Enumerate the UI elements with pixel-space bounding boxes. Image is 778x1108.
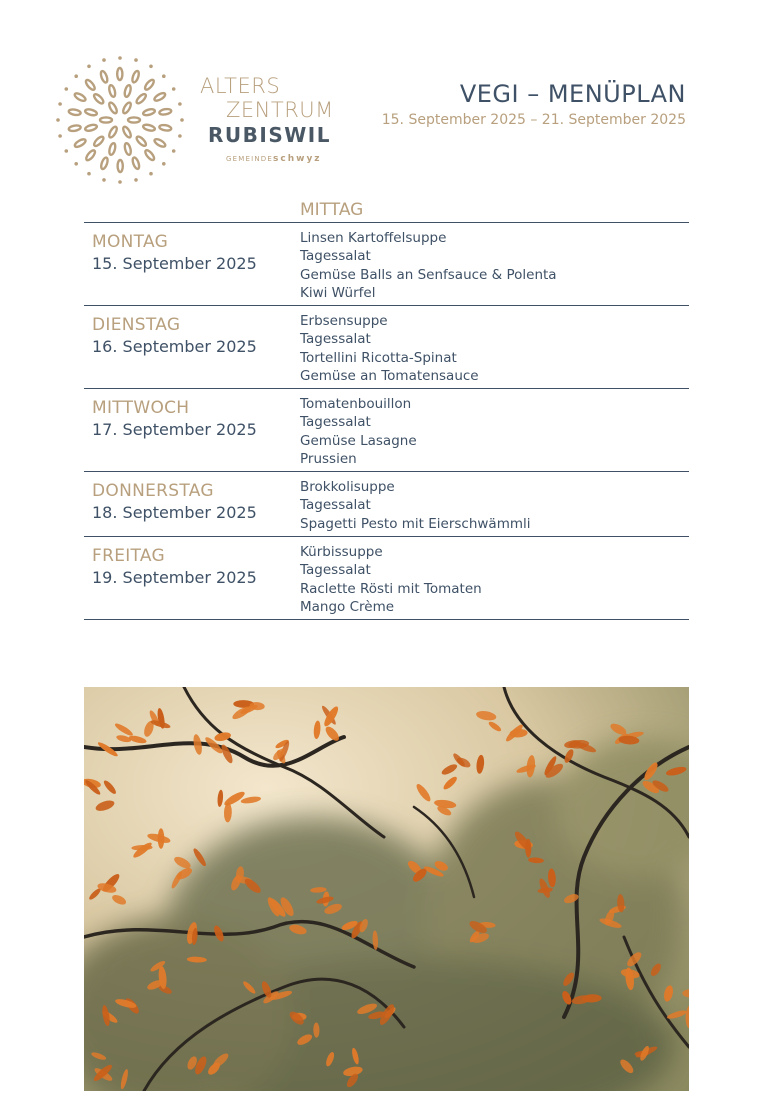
day-name: MONTAG: [92, 232, 169, 252]
day-row-mittwoch: [84, 389, 689, 472]
day-row-donnerstag: [84, 472, 689, 537]
day-name: FREITAG: [92, 546, 166, 566]
dish-list: [300, 227, 689, 301]
dish-item: Prussien: [300, 450, 357, 467]
logo-line-alters: ALTERS: [200, 74, 281, 98]
dish-item: Tomatenbouillon: [300, 396, 412, 412]
dish-item: Kürbissuppe: [300, 544, 383, 560]
dish-item: Kiwi Würfel: [300, 284, 376, 301]
dish-list: [300, 541, 689, 615]
day-date: 18. September 2025: [92, 503, 257, 522]
day-row-freitag: [84, 537, 689, 620]
day-cell: [84, 541, 300, 615]
dish-item: Linsen Kartoffelsuppe: [300, 230, 447, 246]
day-date: 16. September 2025: [92, 337, 257, 356]
day-name: MITTWOCH: [92, 398, 190, 418]
logo-schwyz: schwyz: [273, 154, 322, 164]
menu-header-row: [84, 198, 689, 223]
day-date: 19. September 2025: [92, 568, 257, 587]
dish-item: Spagetti Pesto mit Eierschwämmli: [300, 515, 531, 532]
day-date: 17. September 2025: [92, 420, 257, 439]
menu-header-spacer: [84, 198, 300, 222]
logo-line-zentrum: ZENTRUM: [226, 98, 334, 122]
date-range: 15. September 2025 – 21. September 2025: [381, 112, 686, 128]
dish-item: Tagessalat: [300, 497, 371, 514]
column-mittag: MITTAG: [300, 200, 364, 220]
title-block: [382, 80, 686, 128]
dish-item: Gemüse an Tomatensauce: [300, 367, 479, 384]
dish-list: [300, 476, 689, 532]
logo-wordmark: [200, 74, 334, 164]
dish-item: Tagessalat: [300, 414, 371, 431]
day-row-montag: [84, 223, 689, 306]
day-name: DIENSTAG: [92, 315, 181, 335]
dish-item: Tagessalat: [300, 331, 371, 348]
logo-gemeinde: [226, 154, 334, 164]
dish-item: Gemüse Balls an Senfsauce & Polenta: [300, 266, 557, 283]
day-date: 15. September 2025: [92, 254, 257, 273]
day-cell: [84, 310, 300, 384]
logo-mark-icon: [54, 54, 186, 186]
dish-item: Brokkolisuppe: [300, 479, 395, 495]
day-cell: [84, 227, 300, 301]
day-cell: [84, 393, 300, 467]
dish-item: Raclette Rösti mit Tomaten: [300, 580, 482, 597]
logo-line-rubiswil: RUBISWIL: [208, 123, 331, 147]
page-title: VEGI – MENÜPLAN: [459, 80, 686, 108]
day-cell: [84, 476, 300, 532]
day-name: DONNERSTAG: [92, 481, 214, 501]
dish-item: Erbsensuppe: [300, 313, 388, 329]
dish-list: [300, 310, 689, 384]
dish-item: Mango Crème: [300, 598, 395, 615]
dish-item: Gemüse Lasagne: [300, 432, 417, 449]
dish-item: Tagessalat: [300, 248, 371, 265]
day-row-dienstag: [84, 306, 689, 389]
menu-table: [84, 198, 689, 620]
dish-item: Tortellini Ricotta-Spinat: [300, 349, 457, 366]
dish-list: [300, 393, 689, 467]
dish-item: Tagessalat: [300, 562, 371, 579]
logo-gemeinde-label: GEMEINDE: [226, 155, 274, 163]
autumn-leaves-photo: [84, 687, 689, 1091]
